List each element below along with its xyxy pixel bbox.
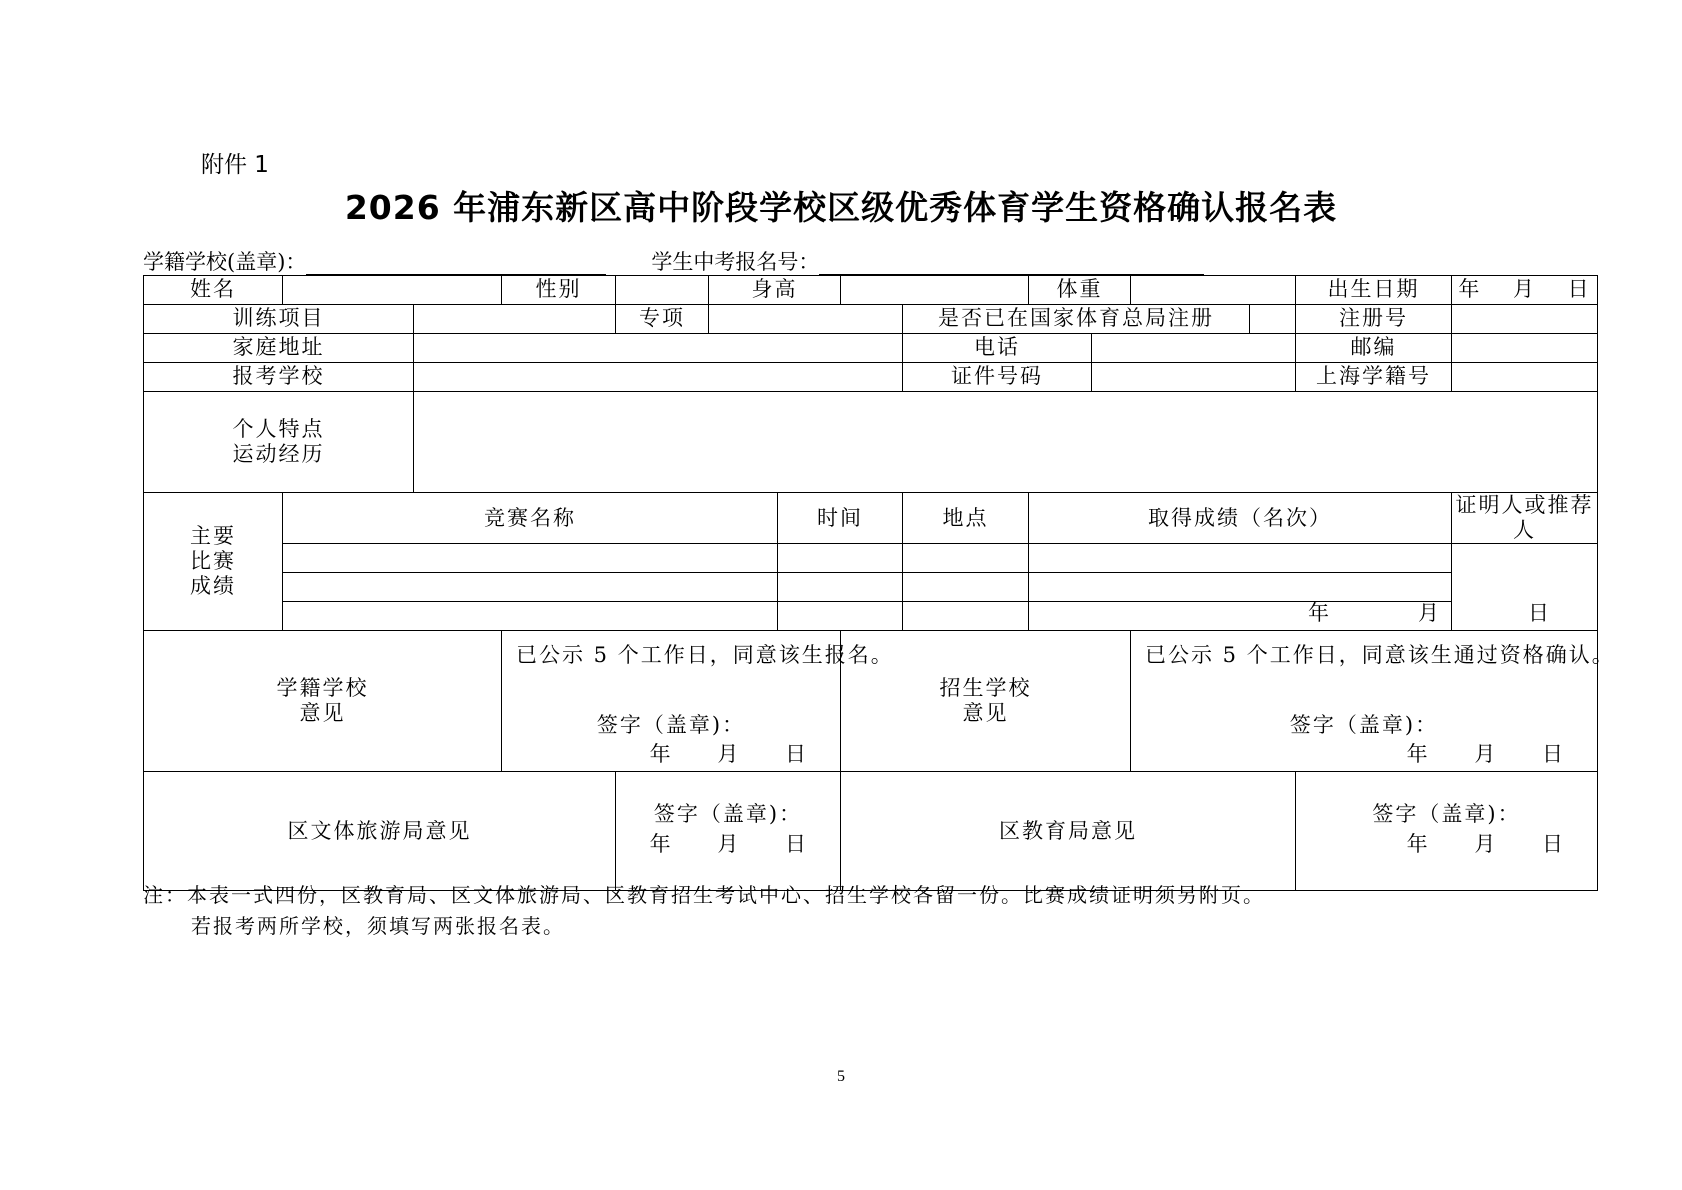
phone-field[interactable] xyxy=(1092,334,1296,363)
registration-table xyxy=(143,275,1615,891)
training-field[interactable] xyxy=(414,305,616,334)
gender-label: 性别 xyxy=(502,276,616,305)
weight-label: 体重 xyxy=(1029,276,1131,305)
attachment-label: 附件 1 xyxy=(201,152,269,178)
admit-opinion-cell[interactable] xyxy=(1131,631,1615,772)
competition-place-cell[interactable] xyxy=(903,544,1029,573)
col-time: 时间 xyxy=(778,493,903,544)
row-address xyxy=(144,334,1598,363)
admit-signature-label: 签字（盖章)： xyxy=(1289,713,1439,738)
col-place: 地点 xyxy=(903,493,1029,544)
row-basic xyxy=(144,276,1598,305)
admit-opinion-statement: 已公示 5 个工作日，同意该生通过资格确认。 xyxy=(1145,643,1615,668)
id-no-field[interactable] xyxy=(1092,363,1296,392)
culture-signature-label: 签字（盖章)： xyxy=(653,802,803,827)
profile-field[interactable] xyxy=(414,392,1598,493)
admit-opinion-label-2: 意见 xyxy=(962,701,1009,726)
culture-opinion-date: 年 月 日 xyxy=(649,832,826,857)
address-label: 家庭地址 xyxy=(144,334,414,363)
competition-place-cell[interactable] xyxy=(903,573,1029,602)
note-line-2: 若报考两所学校，须填写两张报名表。 xyxy=(191,914,565,938)
registered-label: 是否已在国家体育总局注册 xyxy=(903,305,1250,334)
witness-date: 年 月 日 xyxy=(1308,601,1583,626)
phone-label: 电话 xyxy=(903,334,1092,363)
profile-label xyxy=(144,392,414,493)
col-result: 取得成绩（名次） xyxy=(1029,493,1452,544)
row-training xyxy=(144,305,1598,334)
competition-side-3: 成绩 xyxy=(190,574,236,599)
school-stamp-field[interactable] xyxy=(306,254,606,276)
school-stamp-label: 学籍学校(盖章)： xyxy=(143,250,307,274)
sh-student-no-field[interactable] xyxy=(1452,363,1598,392)
name-label: 姓名 xyxy=(144,276,283,305)
row-district-opinions xyxy=(144,772,1598,891)
school-opinion-label xyxy=(144,631,502,772)
height-label: 身高 xyxy=(709,276,841,305)
row-school-opinions xyxy=(144,631,1598,772)
notes xyxy=(143,880,1265,942)
witness-cell[interactable] xyxy=(1308,544,1598,631)
postcode-label: 邮编 xyxy=(1296,334,1452,363)
form-title: 2026 年浦东新区高中阶段学校区级优秀体育学生资格确认报名表 xyxy=(344,188,1338,227)
exam-no-field[interactable] xyxy=(819,254,1204,276)
school-opinion-label-2: 意见 xyxy=(299,701,346,726)
apply-school-field[interactable] xyxy=(414,363,903,392)
apply-school-label: 报考学校 xyxy=(144,363,414,392)
school-signature-label: 签字（盖章)： xyxy=(596,713,746,738)
profile-label-line1: 个人特点 xyxy=(232,416,325,441)
competition-time-cell[interactable] xyxy=(778,573,903,602)
postcode-field[interactable] xyxy=(1452,334,1598,363)
weight-field[interactable] xyxy=(1131,276,1296,305)
specialty-field[interactable] xyxy=(709,305,903,334)
competition-result-cell[interactable] xyxy=(1029,573,1452,602)
col-witness: 证明人或推荐人 xyxy=(1452,493,1598,544)
reg-no-field[interactable] xyxy=(1452,305,1598,334)
competition-side-2: 比赛 xyxy=(190,549,236,574)
name-field[interactable] xyxy=(283,276,502,305)
registered-field[interactable] xyxy=(1250,305,1296,334)
exam-no-label: 学生中考报名号： xyxy=(651,250,820,274)
row-competition-header xyxy=(144,493,1598,544)
competition-result-cell[interactable] xyxy=(1029,544,1452,573)
culture-opinion-label: 区文体旅游局意见 xyxy=(144,772,616,891)
row-profile xyxy=(144,392,1598,493)
competition-time-cell[interactable] xyxy=(778,602,903,631)
competition-row xyxy=(144,544,1598,573)
edu-opinion-label: 区教育局意见 xyxy=(841,772,1296,891)
competition-row xyxy=(144,573,1598,602)
school-opinion-cell[interactable] xyxy=(502,631,894,772)
id-no-label: 证件号码 xyxy=(903,363,1092,392)
school-opinion-date: 年 月 日 xyxy=(649,742,826,767)
sh-student-no-label: 上海学籍号 xyxy=(1296,363,1452,392)
competition-time-cell[interactable] xyxy=(778,544,903,573)
edu-signature-label: 签字（盖章)： xyxy=(1372,802,1521,827)
profile-label-line2: 运动经历 xyxy=(232,442,325,466)
note-line-1: 注：本表一式四份，区教育局、区文体旅游局、区教育招生考试中心、招生学校各留一份。比赛成绩证明须另附页。 xyxy=(143,883,1265,907)
admit-opinion-date: 年 月 日 xyxy=(1406,742,1583,767)
competition-name-cell[interactable] xyxy=(283,602,778,631)
training-label: 训练项目 xyxy=(144,305,414,334)
specialty-label: 专项 xyxy=(616,305,709,334)
competition-side-label xyxy=(144,493,283,631)
header-fields xyxy=(143,246,1204,276)
edu-opinion-date: 年 月 日 xyxy=(1406,832,1583,857)
reg-no-label: 注册号 xyxy=(1296,305,1452,334)
competition-side-1: 主要 xyxy=(190,523,236,548)
competition-name-cell[interactable] xyxy=(283,573,778,602)
school-opinion-label-1: 学籍学校 xyxy=(276,676,369,701)
edu-signature-cell[interactable] xyxy=(1296,772,1598,891)
address-field[interactable] xyxy=(414,334,903,363)
birth-field[interactable]: 年 月 日 xyxy=(1452,276,1598,305)
page-number: 5 xyxy=(837,1068,845,1085)
competition-name-cell[interactable] xyxy=(283,544,778,573)
competition-place-cell[interactable] xyxy=(903,602,1029,631)
height-field[interactable] xyxy=(841,276,1029,305)
col-competition-name: 竞赛名称 xyxy=(283,493,778,544)
gender-field[interactable] xyxy=(616,276,709,305)
birth-label: 出生日期 xyxy=(1296,276,1452,305)
school-opinion-statement: 已公示 5 个工作日，同意该生报名。 xyxy=(516,643,894,668)
culture-signature-cell[interactable] xyxy=(616,772,841,891)
row-school xyxy=(144,363,1598,392)
admit-opinion-label-1: 招生学校 xyxy=(939,676,1032,701)
